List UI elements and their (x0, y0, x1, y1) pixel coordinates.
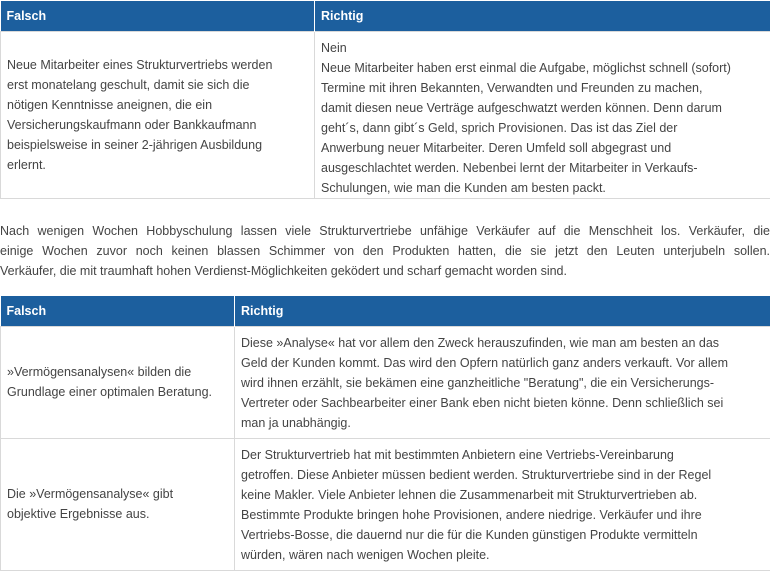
table-row (1, 326, 770, 438)
cell-line: man ja unabhängig. (241, 415, 351, 430)
falsch-cell (1, 31, 315, 198)
header-falsch: Falsch (1, 1, 315, 31)
cell-line: Termine mit ihren Bekannten, Verwandten und Freunden zu machen, (321, 80, 703, 95)
cell-line: Schulungen, wie man die Kunden am besten packt. (321, 180, 606, 195)
cell-line: würden, wären nach wenigen Wochen pleite. (241, 547, 490, 562)
table-header-row (1, 1, 770, 31)
cell-line: beispielsweise in seiner 2-jährigen Ausbildung (7, 137, 263, 152)
cell-line: Diese »Analyse« hat vor allem den Zweck herauszufinden, wie man am besten an das (241, 335, 720, 350)
cell-line: wird ihnen erzählt, sie bekämen eine ganzheitliche "Beratung", die ein Versicherungs- (241, 375, 715, 390)
header-falsch: Falsch (1, 296, 235, 326)
table-row (1, 438, 770, 570)
table-row (1, 31, 770, 198)
falsch-cell (1, 438, 235, 570)
cell-line: Grundlage einer optimalen Beratung. (7, 385, 212, 399)
cell-line: geht´s, dann gibt´s Geld, sprich Provisionen. Das ist das Ziel der (321, 120, 678, 135)
richtig-cell (315, 31, 770, 198)
comparison-table-1 (0, 1, 770, 199)
body-paragraph (0, 221, 770, 281)
comparison-table-2 (0, 296, 770, 571)
cell-line: »Vermögensanalysen« bilden die (7, 365, 192, 379)
cell-line: Die »Vermögensanalyse« gibt (7, 487, 174, 501)
cell-line: Vertriebs-Bosse, die dauernd nur die für die Kunden günstigen Produkte vermitteln (241, 527, 698, 542)
richtig-cell (235, 438, 770, 570)
cell-line: Der Strukturvertrieb hat mit bestimmten Anbietern eine Vertriebs-Vereinbarung (241, 447, 674, 462)
paragraph-line: Nach wenigen Wochen Hobbyschulung lassen viele Strukturvertriebe unfähige Verkäufer auf die Menschheit los. Verkäufer, die (0, 224, 770, 238)
cell-line: erst monatelang geschult, damit sie sich die (7, 77, 250, 92)
cell-line: Geld der Kunden kommt. Das wird den Opfern natürlich ganz anders verkauft. Vor allem (241, 355, 729, 370)
cell-line: Nein (321, 40, 347, 55)
cell-line: Bestimmte Produkte bringen hohe Provisionen, andere niedrige. Verkäufer und ihre (241, 507, 702, 522)
cell-line: Neue Mitarbeiter haben erst einmal die Aufgabe, möglichst schnell (sofort) (321, 60, 731, 75)
falsch-cell (1, 326, 235, 438)
cell-line: damit diesen neue Verträge aufgeschwatzt werden können. Denn darum (321, 100, 722, 115)
header-richtig: Richtig (315, 1, 770, 31)
table-header-row (1, 296, 770, 326)
cell-line: objektive Ergebnisse aus. (7, 507, 150, 521)
cell-line: getroffen. Diese Anbieter müssen bedient werden. Strukturvertriebe sind in der Regel (241, 467, 712, 482)
cell-line: Versicherungskaufmann oder Bankkaufmann (7, 117, 257, 132)
cell-line: keine Makler. Viele Anbieter lehnen die Zusammenarbeit mit Strukturvertrieben ab. (241, 487, 698, 502)
cell-line: Neue Mitarbeiter eines Strukturvertriebs werden (7, 57, 273, 72)
cell-line: ausgeschlachtet werden. Nebenbei lernt der Mitarbeiter in Verkaufs- (321, 160, 698, 175)
paragraph-line: einige Wochen zuvor noch keinen blassen Schimmer von den Produkten hatten, die sie jetzt den Leuten unterjubeln sollen. (0, 244, 770, 258)
cell-line: erlernt. (7, 157, 46, 172)
header-richtig: Richtig (235, 296, 770, 326)
cell-line: Anwerbung neuer Mitarbeiter. Deren Umfeld soll abgegrast und (321, 140, 672, 155)
richtig-cell (235, 326, 770, 438)
cell-line: nötigen Kenntnisse aneignen, die ein (7, 97, 213, 112)
cell-line: Vertreter oder Sachbearbeiter einer Bank eben nicht bieten könne. Denn schließlich sei (241, 395, 724, 410)
paragraph-line: Verkäufer, die mit traumhaft hohen Verdienst-Möglichkeiten geködert und scharf gemacht worden sind. (0, 264, 567, 278)
